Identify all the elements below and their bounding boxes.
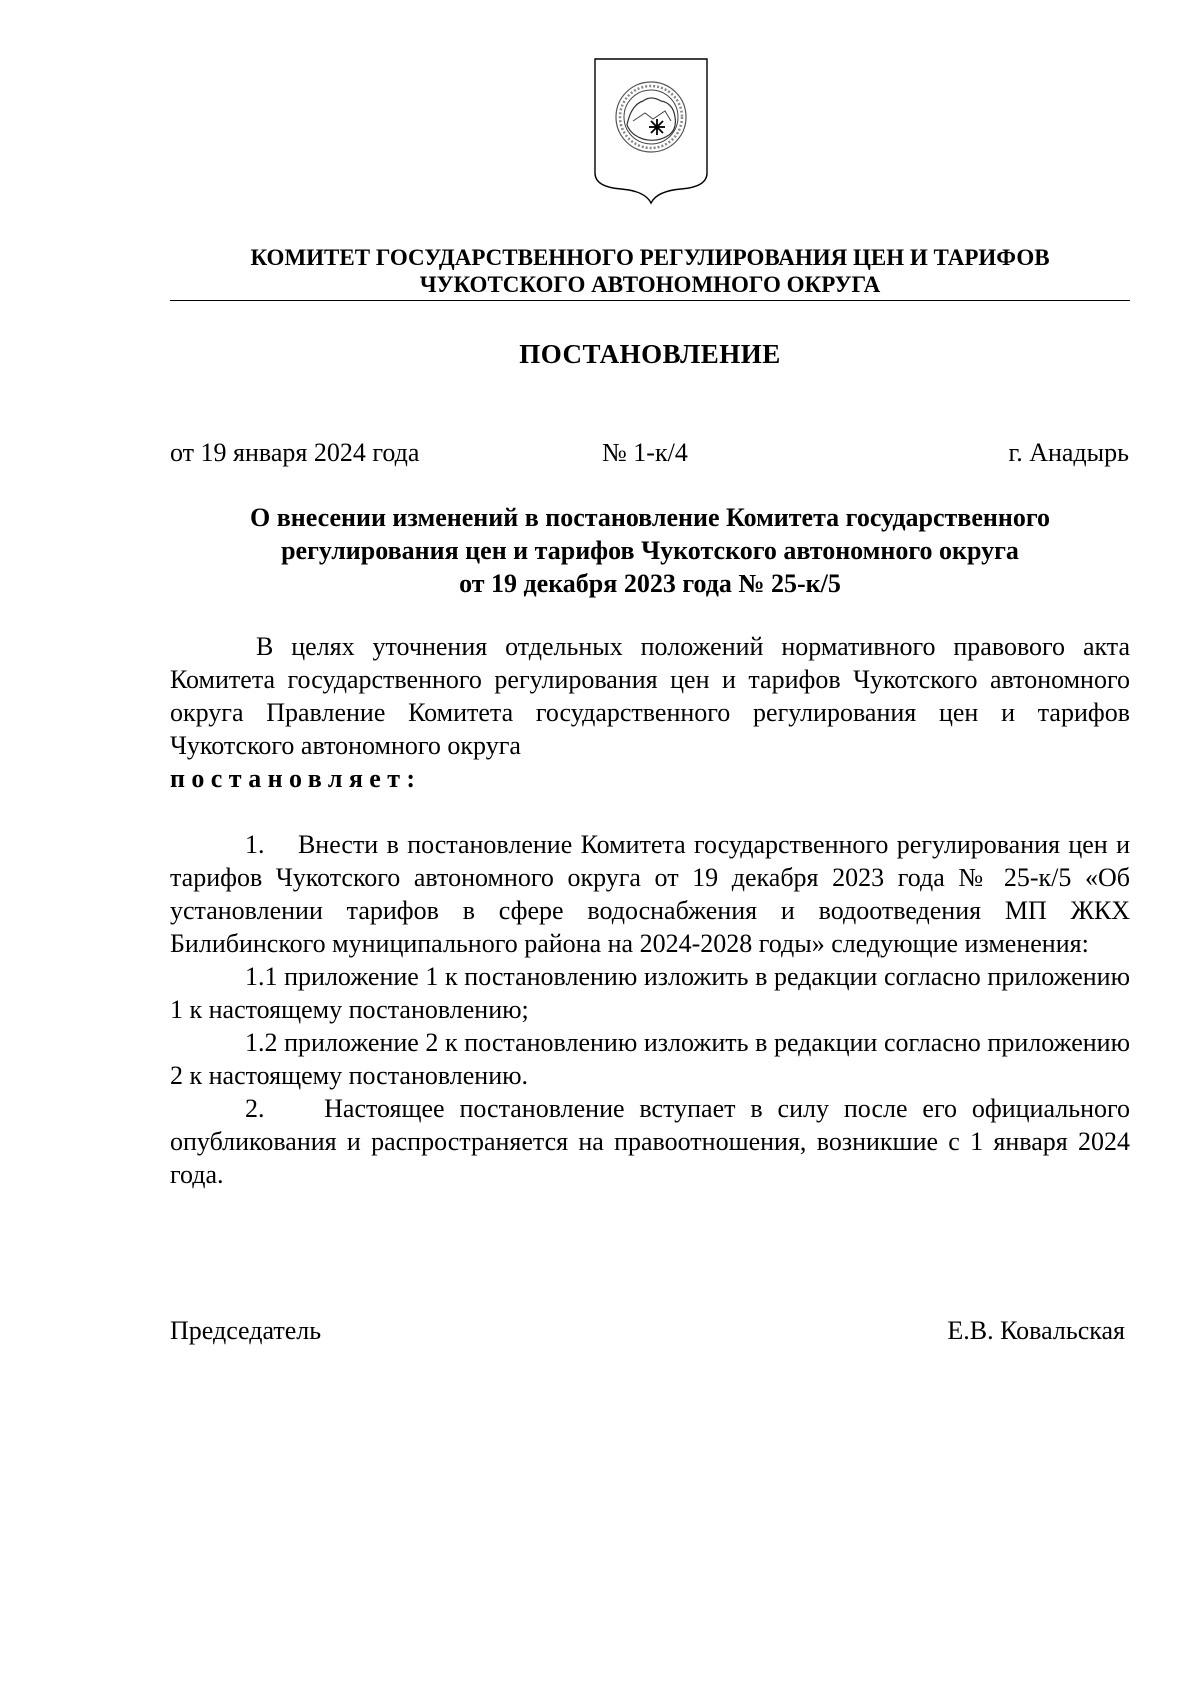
document-type: ПОСТАНОВЛЕНИЕ [519,339,781,369]
document-subject [170,501,1130,600]
item-1-1: 1.1 приложение 1 к постановлению изложить в редакции согласно приложению 1 к настоящему постановлению; [170,962,1130,1024]
preamble-paragraph: В целях уточнения отдельных положений нормативного правового акта Комитета государственного регулирования цен и тарифов Чукотского автономного округа Правление Комитета государственного регулирования цен и тарифов Чукотского автономного округа [170,632,1130,760]
document-body [170,630,1130,1191]
item-1-2: 1.2 приложение 2 к постановлению изложить в редакции согласно приложению 2 к настоящему постановлению. [170,1028,1130,1090]
resolves-keyword: постановляет: [170,764,422,793]
item-1: 1. Внести в постановление Комитета государственного регулирования цен и тарифов Чукотского автономного округа от 19 декабря 2023 года № 25-к/5 «Об установлении тарифов в сфере водоснабжения и водоотведения МП ЖКХ Билибинского муниципального района на 2024-2028 годы» следующие изменения: [170,830,1130,958]
org-title-line2: ЧУКОТСКОГО АВТОНОМНОГО ОКРУГА [419,272,881,297]
document-date: от 19 января 2024 года [170,438,420,467]
document-city: г. Анадырь [1008,438,1129,467]
chukotka-coat-of-arms-icon [591,55,711,207]
signatory-name: Е.В. Ковальская [947,1316,1125,1345]
document-number: № 1-к/4 [602,438,688,467]
signatory-role: Председатель [170,1316,322,1345]
subject-line3: от 19 декабря 2023 года № 25-к/5 [459,569,841,598]
header-divider [170,300,1130,301]
item-2: 2. Настоящее постановление вступает в силу после его официального опубликования и распространяется на правоотношения, возникшие с 1 января 2024 года. [170,1094,1130,1189]
subject-line2: регулирования цен и тарифов Чукотского автономного округа [281,536,1019,565]
org-title-line1: КОМИТЕТ ГОСУДАРСТВЕННОГО РЕГУЛИРОВАНИЯ ЦЕН И ТАРИФОВ [250,245,1050,270]
subject-line1: О внесении изменений в постановление Комитета государственного [249,503,1051,532]
